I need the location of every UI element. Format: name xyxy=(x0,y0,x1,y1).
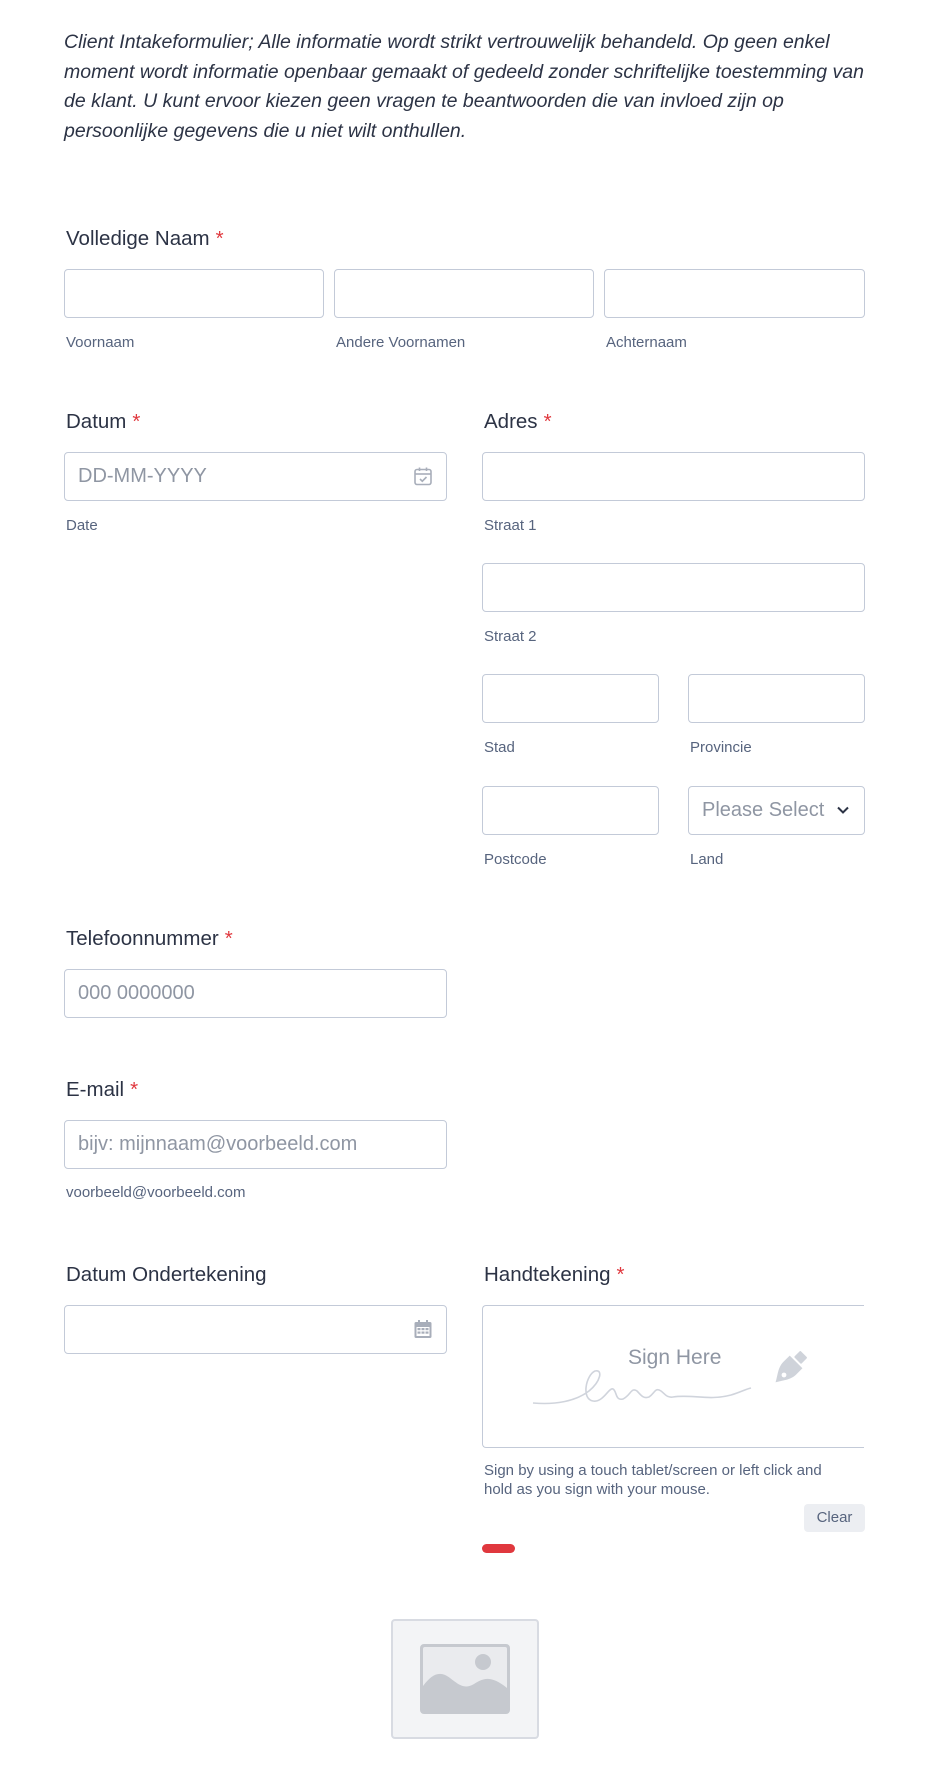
full-name-label xyxy=(66,227,224,251)
postcode-input[interactable] xyxy=(482,786,659,835)
middle-names-sublabel: Andere Voornamen xyxy=(336,334,466,351)
phone-label-text: Telefoonnummer xyxy=(66,927,219,950)
city-sublabel: Stad xyxy=(484,739,515,756)
required-marker: * xyxy=(130,1078,139,1101)
address-label xyxy=(484,410,552,434)
phone-placeholder: 000 0000000 xyxy=(78,982,195,1004)
email-label-text: E-mail xyxy=(66,1078,125,1101)
calendar-check-icon[interactable] xyxy=(413,466,433,487)
signature-scribble xyxy=(531,1361,756,1411)
country-sublabel: Land xyxy=(690,851,724,868)
required-marker: * xyxy=(132,410,141,433)
image-placeholder-icon xyxy=(420,1644,510,1714)
street2-sublabel: Straat 2 xyxy=(484,628,537,645)
clear-signature-button[interactable]: Clear xyxy=(804,1504,865,1532)
signature-pad[interactable] xyxy=(482,1305,864,1448)
postcode-sublabel: Postcode xyxy=(484,851,547,868)
fountain-pen-icon xyxy=(767,1348,811,1390)
date-input[interactable] xyxy=(64,452,447,501)
first-name-input[interactable] xyxy=(64,269,324,318)
required-marker: * xyxy=(616,1263,625,1286)
email-placeholder: bijv: mijnnaam@voorbeeld.com xyxy=(78,1133,358,1155)
country-select[interactable] xyxy=(688,786,865,835)
street1-sublabel: Straat 1 xyxy=(484,517,537,534)
chevron-down-icon[interactable] xyxy=(835,802,851,818)
sign-date-label: Datum Ondertekening xyxy=(66,1263,267,1286)
city-input[interactable] xyxy=(482,674,659,723)
date-sublabel: Date xyxy=(66,517,98,534)
required-marker: * xyxy=(215,227,224,250)
signature-help-line-1: Sign by using a touch tablet/screen or left click and xyxy=(484,1462,822,1479)
required-marker: * xyxy=(224,927,233,950)
email-input[interactable] xyxy=(64,1120,447,1169)
province-input[interactable] xyxy=(688,674,865,723)
last-name-input[interactable] xyxy=(604,269,865,318)
form-intro: Client Intakeformulier; Alle informatie wordt strikt vertrouwelijk behandeld. Op geen enkel moment wordt informatie openbaar gemaakt of gedeeld zonder schriftelijke toestemming van de klant. U kunt ervoor kiezen geen vragen te beantwoorden die van invloed zijn op persoonlijke gegevens die u niet wilt onthullen. xyxy=(64,31,864,142)
sign-date-input[interactable] xyxy=(64,1305,447,1354)
required-marker: * xyxy=(543,410,552,433)
country-placeholder: Please Select xyxy=(702,799,825,821)
error-indicator xyxy=(482,1544,515,1553)
signature-help-text xyxy=(484,1461,822,1499)
signature-pad-hint: Sign Here xyxy=(628,1346,722,1369)
date-label xyxy=(66,410,140,434)
date-label-text: Datum xyxy=(66,410,127,433)
street2-input[interactable] xyxy=(482,563,865,612)
last-name-sublabel: Achternaam xyxy=(606,334,687,351)
full-name-label-text: Volledige Naam xyxy=(66,227,210,250)
street1-input[interactable] xyxy=(482,452,865,501)
signature-help-line-2: hold as you sign with your mouse. xyxy=(484,1481,710,1498)
address-label-text: Adres xyxy=(484,410,538,433)
email-label xyxy=(66,1078,138,1102)
phone-input[interactable] xyxy=(64,969,447,1018)
date-placeholder: DD-MM-YYYY xyxy=(78,465,207,487)
first-name-sublabel: Voornaam xyxy=(66,334,135,351)
signature-label xyxy=(484,1263,625,1287)
image-placeholder xyxy=(391,1619,539,1739)
province-sublabel: Provincie xyxy=(690,739,752,756)
middle-names-input[interactable] xyxy=(334,269,594,318)
signature-label-text: Handtekening xyxy=(484,1263,611,1286)
calendar-grid-icon[interactable] xyxy=(413,1319,433,1340)
email-sublabel: voorbeeld@voorbeeld.com xyxy=(66,1184,246,1201)
phone-label xyxy=(66,927,233,951)
